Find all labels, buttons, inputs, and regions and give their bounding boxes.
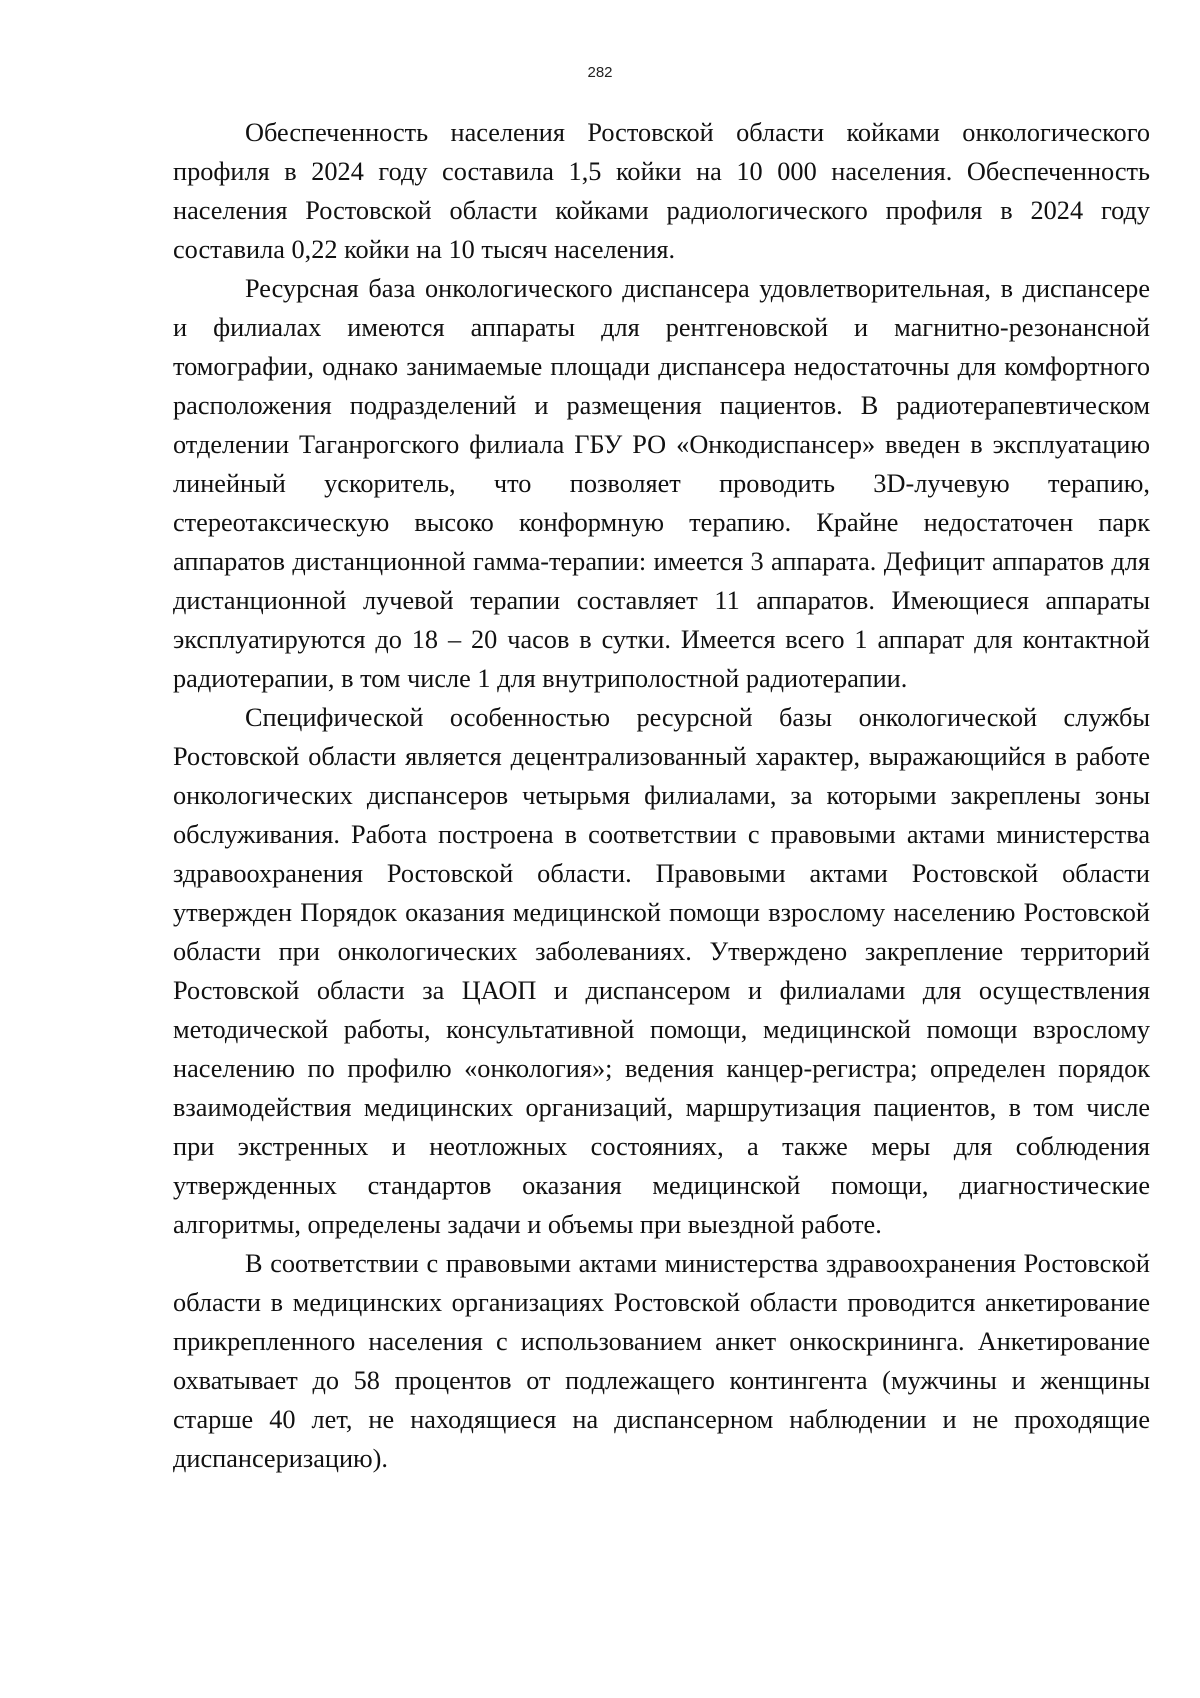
document-body	[173, 113, 1150, 1478]
paragraph-3: Специфической особенностью ресурсной базы онкологической службы Ростовской области является децентрализованный характер, выражающийся в работе онкологических диспансеров четырьмя филиалами, за которыми закреплены зоны обслуживания. Работа построена в соответствии с правовыми актами министерства здравоохранения Ростовской области. Правовыми актами Ростовской области утвержден Порядок оказания медицинской помощи взрослому населению Ростовской области при онкологических заболеваниях. Утверждено закрепление территорий Ростовской области за ЦАОП и диспансером и филиалами для осуществления методической работы, консультативной помощи, медицинской помощи взрослому населению по профилю «онкология»; ведения канцер-регистра; определен порядок взаимодействия медицинских организаций, маршрутизация пациентов, в том числе при экстренных и неотложных состояниях, а также меры для соблюдения утвержденных стандартов оказания медицинской помощи, диагностические алгоритмы, определены задачи и объемы при выездной работе.	[173, 703, 1150, 1239]
paragraph-1: Обеспеченность населения Ростовской области койками онкологического профиля в 2024 году составила 1,5 койки на 10 000 населения. Обеспеченность населения Ростовской области койками радиологического профиля в 2024 году составила 0,22 койки на 10 тысяч населения.	[173, 118, 1150, 264]
paragraph-2: Ресурсная база онкологического диспансера удовлетворительная, в диспансере и филиалах имеются аппараты для рентгеновской и магнитно-резонансной томографии, однако занимаемые площади диспансера недостаточны для комфортного расположения подразделений и размещения пациентов. В радиотерапевтическом отделении Таганрогского филиала ГБУ РО «Онкодиспансер» введен в эксплуатацию линейный ускоритель, что позволяет проводить 3D-лучевую терапию, стереотаксическую высоко конформную терапию. Крайне недостаточен парк аппаратов дистанционной гамма-терапии: имеется 3 аппарата. Дефицит аппаратов для дистанционной лучевой терапии составляет 11 аппаратов. Имеющиеся аппараты эксплуатируются до 18 – 20 часов в сутки. Имеется всего 1 аппарат для контактной радиотерапии, в том числе 1 для внутриполостной радиотерапии.	[173, 274, 1150, 693]
page-number: 282	[587, 64, 613, 81]
paragraph-4: В соответствии с правовыми актами министерства здравоохранения Ростовской области в медицинских организациях Ростовской области проводится анкетирование прикрепленного населения с использованием анкет онкоскрининга. Анкетирование охватывает до 58 процентов от подлежащего контингента (мужчины и женщины старше 40 лет, не находящиеся на диспансерном наблюдении и не проходящие диспансеризацию).	[173, 1249, 1150, 1473]
